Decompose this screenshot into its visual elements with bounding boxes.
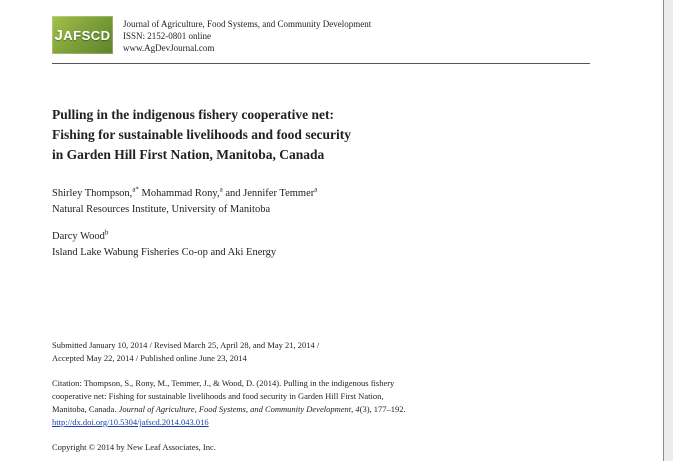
logo-letters: AFSCD xyxy=(63,27,111,43)
author-name: Shirley Thompson, xyxy=(52,188,133,199)
header-divider xyxy=(52,63,590,64)
doi-link[interactable]: http://dx.doi.org/10.5304/jafscd.2014.043.016 xyxy=(52,417,209,427)
citation-line: Citation: Thompson, S., Rony, M., Temmer, J., & Wood, D. (2014). Pulling in the indigenous fishery xyxy=(52,378,395,388)
logo-letter-j: J xyxy=(54,26,64,44)
journal-logo xyxy=(52,16,113,54)
author-name: Mohammad Rony, xyxy=(138,188,220,199)
citation-journal: Journal of Agriculture, Food Systems, and Community Development, 4 xyxy=(118,404,360,414)
journal-name: Journal of Agriculture, Food Systems, and Community Development xyxy=(123,19,372,29)
author-superscript: b xyxy=(104,228,109,237)
title-line: Fishing for sustainable livelihoods and food security xyxy=(52,127,352,142)
dates-line: Accepted May 22, 2014 / Published online June 23, 2014 xyxy=(52,353,247,363)
logo-text xyxy=(54,27,110,44)
journal-info xyxy=(123,18,371,54)
citation-text: (3), 177–192. xyxy=(359,404,406,414)
copyright-notice: Copyright © 2014 by New Leaf Associates, Inc. xyxy=(52,442,216,452)
author-affiliation: Island Lake Wabung Fisheries Co-op and Aki Energy xyxy=(52,247,277,258)
author-names xyxy=(52,229,317,245)
journal-website[interactable]: www.AgDevJournal.com xyxy=(123,43,215,53)
scrollbar-track[interactable] xyxy=(664,0,673,461)
submission-dates xyxy=(52,339,319,365)
author-superscript: a xyxy=(314,185,318,194)
dates-line: Submitted January 10, 2014 / Revised March 25, April 28, and May 21, 2014 / xyxy=(52,340,320,350)
citation-line: cooperative net: Fishing for sustainable livelihoods and food security in Garden Hill First Nation, xyxy=(52,391,384,401)
author-block xyxy=(52,186,317,261)
citation-line xyxy=(52,403,406,416)
author-affiliation: Natural Resources Institute, University of Manitoba xyxy=(52,204,271,215)
article-title xyxy=(52,105,572,165)
author-name: and Jennifer Temmer xyxy=(222,188,315,199)
author-names xyxy=(52,186,317,202)
author-name: Darcy Wood xyxy=(52,231,105,242)
title-line: Pulling in the indigenous fishery cooperative net: xyxy=(52,107,335,122)
journal-issn: ISSN: 2152-0801 online xyxy=(123,31,212,41)
citation-text: Manitoba, Canada. xyxy=(52,404,119,414)
author-superscript: a* xyxy=(132,185,139,194)
title-line: in Garden Hill First Nation, Manitoba, Canada xyxy=(52,147,325,162)
citation-block xyxy=(52,377,406,429)
author-superscript: a xyxy=(219,185,223,194)
